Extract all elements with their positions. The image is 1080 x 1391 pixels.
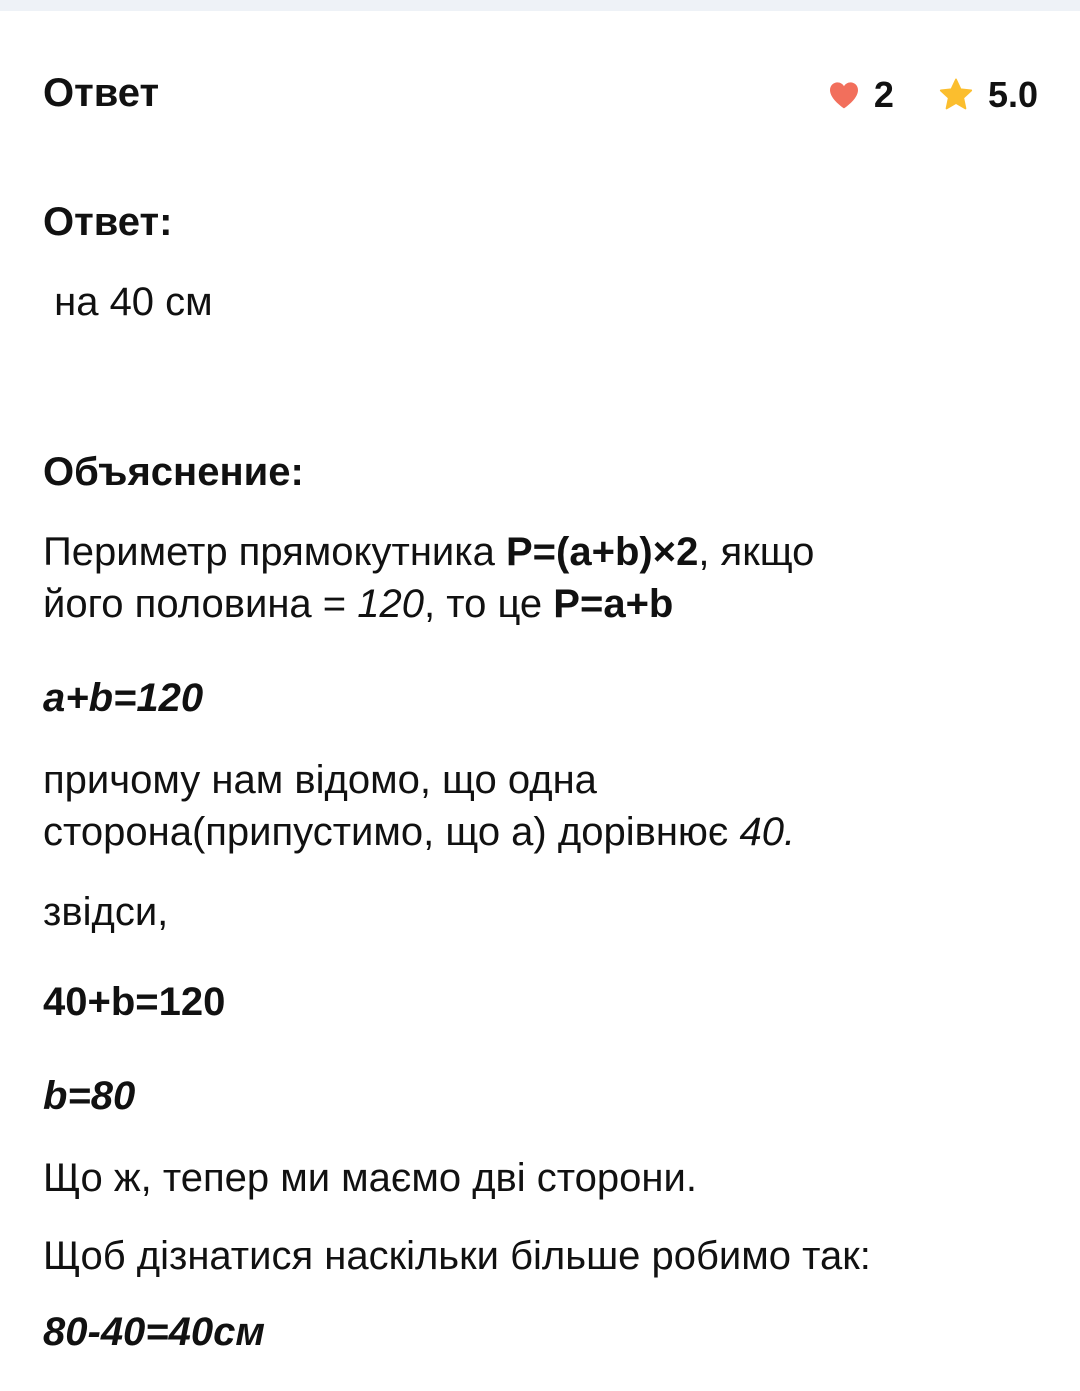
explanation-paragraph: Що ж, тепер ми маємо дві сторони. (43, 1156, 697, 1200)
equation: a+b=120 (43, 676, 204, 720)
star-icon (938, 78, 974, 112)
likes-count: 2 (873, 74, 894, 115)
rating-display (938, 74, 1038, 116)
top-bar (0, 0, 1080, 11)
answer-text: на 40 см (43, 280, 213, 324)
formula: P=(a+b)×2 (506, 530, 699, 574)
answer-stats (828, 72, 1038, 118)
equation: b=80 (43, 1074, 136, 1118)
formula: P=a+b (553, 582, 674, 626)
text-segment: , то це (424, 582, 554, 626)
value: 120 (357, 582, 424, 626)
explanation-paragraph (43, 578, 673, 630)
equation: 80-40=40см (43, 1310, 265, 1354)
explanation-paragraph: звідси, (43, 890, 169, 934)
explanation-heading: Объяснение: (43, 450, 304, 494)
answer-heading: Ответ: (43, 200, 173, 244)
text-segment: його половина = (43, 582, 358, 626)
likes-counter[interactable] (828, 74, 894, 116)
text-segment: сторона(припустимо, що а) дорівнює (43, 810, 740, 854)
explanation-paragraph (43, 806, 795, 858)
explanation-paragraph (43, 526, 814, 578)
text-segment: , якщо (698, 530, 815, 574)
heart-icon (828, 80, 860, 110)
answer-card-title: Ответ (43, 71, 160, 115)
text-segment: Периметр прямокутника (43, 530, 506, 574)
rating-value: 5.0 (987, 74, 1038, 115)
explanation-paragraph: причому нам відомо, що одна (43, 758, 597, 802)
equation: 40+b=120 (43, 980, 226, 1024)
explanation-paragraph: Щоб дізнатися наскільки більше робимо так: (43, 1234, 871, 1278)
value: 40. (739, 810, 796, 854)
